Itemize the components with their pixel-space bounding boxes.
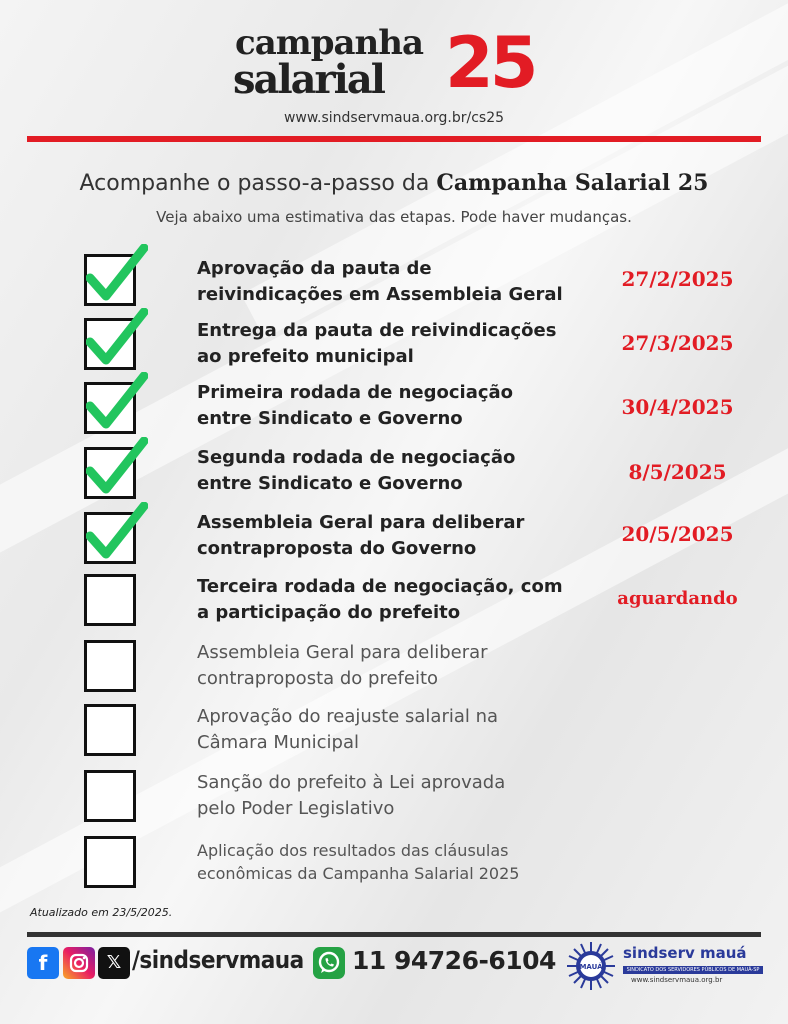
step-text-line: Terceira rodada de negociação, com bbox=[197, 576, 563, 597]
logo-word-salarial: salarial bbox=[233, 56, 384, 103]
step-checkbox bbox=[84, 836, 136, 888]
whatsapp-icon[interactable] bbox=[313, 947, 345, 979]
step-text-line: Câmara Municipal bbox=[197, 732, 360, 753]
step-item bbox=[0, 640, 788, 704]
step-text-line: Assembleia Geral para deliberar bbox=[197, 642, 488, 663]
checkmark-icon bbox=[86, 372, 148, 430]
campaign-logo bbox=[233, 24, 553, 104]
x-icon[interactable]: 𝕏 bbox=[98, 947, 130, 979]
step-text-line: econômicas da Campanha Salarial 2025 bbox=[197, 864, 520, 883]
step-text bbox=[197, 839, 587, 885]
step-item bbox=[0, 574, 788, 638]
header-divider bbox=[27, 136, 761, 142]
step-checkbox bbox=[84, 640, 136, 692]
step-text bbox=[197, 574, 587, 626]
social-handle[interactable]: /sindservmaua bbox=[132, 946, 304, 974]
step-text-line: entre Sindicato e Governo bbox=[197, 473, 463, 494]
step-item bbox=[0, 836, 788, 900]
step-item bbox=[0, 704, 788, 768]
step-text-line: Primeira rodada de negociação bbox=[197, 382, 514, 403]
step-date: 20/5/2025 bbox=[621, 522, 734, 546]
step-item bbox=[0, 445, 788, 509]
page-title-emphasis: Campanha Salarial 25 bbox=[436, 170, 709, 196]
org-name: sindserv mauá bbox=[623, 944, 747, 962]
sindserv-logo bbox=[565, 940, 765, 996]
page-title bbox=[0, 170, 788, 196]
instagram-icon[interactable] bbox=[63, 947, 95, 979]
page-subtitle: Veja abaixo uma estimativa das etapas. Pode haver mudanças. bbox=[156, 208, 632, 226]
checkmark-icon bbox=[86, 437, 148, 495]
step-text-line: Segunda rodada de negociação bbox=[197, 447, 516, 468]
facebook-icon[interactable]: f bbox=[27, 947, 59, 979]
step-text-line: Assembleia Geral para deliberar bbox=[197, 512, 525, 533]
step-text-line: Sanção do prefeito à Lei aprovada bbox=[197, 772, 506, 793]
step-text bbox=[197, 640, 587, 692]
sindserv-seal-icon bbox=[565, 940, 617, 992]
org-subtitle: SINDICATO DOS SERVIDORES PÚBLICOS DE MAUÁ-SP bbox=[623, 966, 763, 974]
step-text-line: a participação do prefeito bbox=[197, 602, 461, 623]
phone-number[interactable]: 11 94726-6104 bbox=[352, 946, 556, 975]
org-site[interactable]: www.sindservmaua.org.br bbox=[631, 976, 723, 984]
step-date: 27/2/2025 bbox=[621, 267, 734, 291]
step-text-line: reivindicações em Assembleia Geral bbox=[197, 284, 563, 305]
step-text-line: contraproposta do prefeito bbox=[197, 668, 439, 689]
step-date: 27/3/2025 bbox=[621, 331, 734, 355]
step-text bbox=[197, 510, 587, 562]
logo-word-campanha: campanha bbox=[235, 23, 423, 63]
updated-note: Atualizado em 23/5/2025. bbox=[30, 906, 173, 919]
step-text-line: Aprovação do reajuste salarial na bbox=[197, 706, 499, 727]
step-text-line: Aplicação dos resultados das cláusulas bbox=[197, 841, 509, 860]
step-text-line: contraproposta do Governo bbox=[197, 538, 477, 559]
footer-divider bbox=[27, 932, 761, 937]
step-text-line: Aprovação da pauta de bbox=[197, 258, 432, 279]
step-item bbox=[0, 316, 788, 380]
checkmark-icon bbox=[86, 502, 148, 560]
step-text-line: Entrega da pauta de reivindicações bbox=[197, 320, 557, 341]
step-text bbox=[197, 445, 587, 497]
step-text-line: pelo Poder Legislativo bbox=[197, 798, 395, 819]
step-checkbox bbox=[84, 770, 136, 822]
step-text bbox=[197, 380, 587, 432]
page-title-prefix: Acompanhe o passo-a-passo da bbox=[79, 171, 437, 196]
step-text-line: ao prefeito municipal bbox=[197, 346, 414, 367]
step-item bbox=[0, 252, 788, 316]
step-date: 30/4/2025 bbox=[621, 395, 734, 419]
step-item bbox=[0, 770, 788, 834]
logo-number: 25 bbox=[445, 22, 535, 104]
step-date: aguardando bbox=[617, 588, 738, 609]
checkmark-icon bbox=[86, 308, 148, 366]
svg-text:MAUÁ: MAUÁ bbox=[579, 963, 603, 971]
step-checkbox bbox=[84, 704, 136, 756]
campaign-url[interactable]: www.sindservmaua.org.br/cs25 bbox=[283, 110, 505, 126]
step-text bbox=[197, 704, 587, 756]
step-date: 8/5/2025 bbox=[628, 460, 727, 484]
step-checkbox bbox=[84, 574, 136, 626]
step-text bbox=[197, 770, 587, 822]
step-item bbox=[0, 380, 788, 444]
checkmark-icon bbox=[86, 244, 148, 302]
step-item bbox=[0, 510, 788, 574]
step-text-line: entre Sindicato e Governo bbox=[197, 408, 463, 429]
step-text bbox=[197, 318, 587, 370]
step-text bbox=[197, 256, 587, 308]
